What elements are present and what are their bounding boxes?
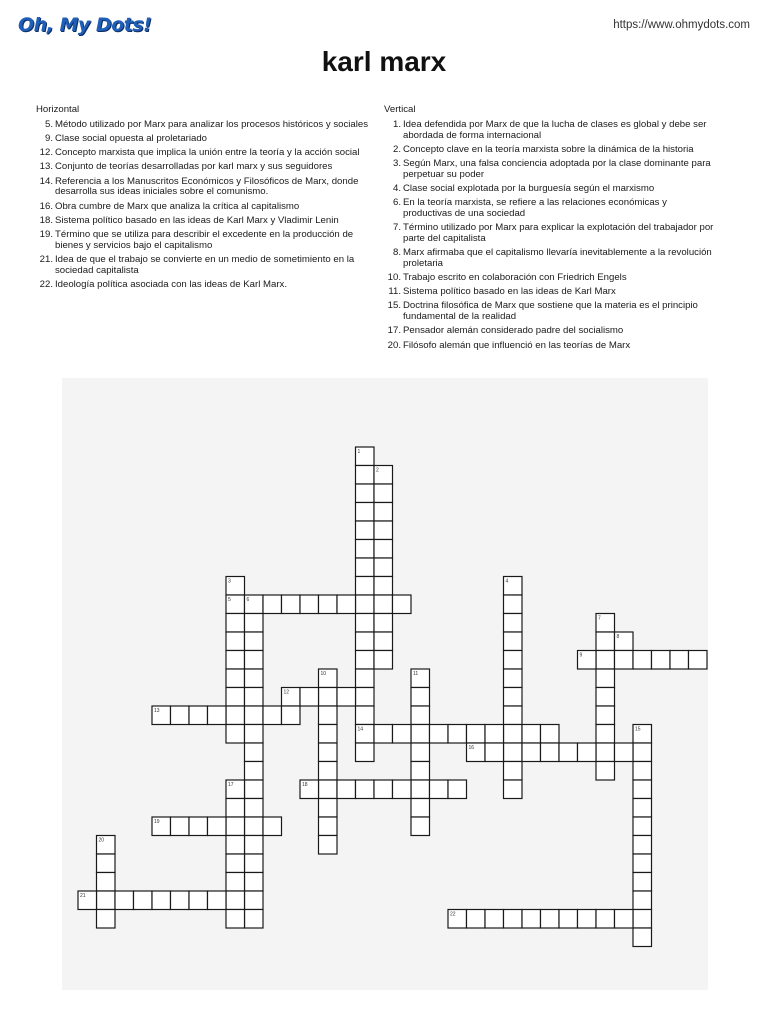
- grid-cell[interactable]: [78, 891, 97, 910]
- grid-cell[interactable]: [356, 669, 375, 688]
- grid-cell[interactable]: [152, 706, 171, 725]
- clue-text: Sistema político basado en las ideas de Karl Marx: [403, 286, 616, 298]
- clue-number: 9.: [44, 132, 53, 144]
- vertical-heading: Vertical: [384, 104, 416, 115]
- grid-cell[interactable]: [319, 817, 338, 836]
- grid-cell[interactable]: [411, 688, 430, 707]
- clue-text: Doctrina filosófica de Marx que sostiene que la materia es el principio fundamental de la realidad: [403, 300, 698, 323]
- cell-number: 1: [357, 449, 361, 455]
- grid-cell[interactable]: [97, 891, 116, 910]
- grid-cell[interactable]: [411, 725, 430, 744]
- horizontal-clue: [36, 202, 368, 213]
- vertical-clue: [384, 159, 718, 181]
- grid-cell[interactable]: [319, 725, 338, 744]
- grid-cell[interactable]: [319, 743, 338, 762]
- grid-cell[interactable]: [245, 725, 264, 744]
- grid-cell[interactable]: [226, 688, 245, 707]
- grid-cell[interactable]: [393, 725, 412, 744]
- grid-cell[interactable]: [226, 891, 245, 910]
- grid-cell[interactable]: [578, 743, 597, 762]
- grid-cell[interactable]: [596, 669, 615, 688]
- grid-cell[interactable]: [411, 817, 430, 836]
- grid-cell[interactable]: [245, 836, 264, 855]
- clue-number: 17.: [387, 325, 401, 337]
- grid-cell[interactable]: [615, 743, 634, 762]
- clue-text: Ideología política asociada con las ideas de Karl Marx.: [55, 278, 287, 290]
- grid-cell[interactable]: [633, 780, 652, 799]
- grid-cell[interactable]: [559, 743, 578, 762]
- horizontal-clue: [36, 280, 368, 291]
- grid-cell[interactable]: [615, 651, 634, 670]
- grid-cell[interactable]: [245, 688, 264, 707]
- clue-number: 6.: [392, 197, 401, 209]
- clue-text: Método utilizado por Marx para analizar los procesos históricos y sociales: [55, 118, 369, 130]
- grid-cell[interactable]: [448, 780, 467, 799]
- grid-cell[interactable]: [411, 762, 430, 781]
- grid-cell[interactable]: [504, 595, 523, 614]
- clue-number: 3.: [392, 157, 401, 169]
- clue-text: Filósofo alemán que influenció en las teorías de Marx: [403, 339, 631, 351]
- cell-number: 6: [246, 597, 250, 603]
- grid-cell[interactable]: [319, 762, 338, 781]
- clue-number: 16.: [39, 200, 53, 212]
- grid-cell[interactable]: [596, 688, 615, 707]
- grid-cell[interactable]: [374, 521, 393, 540]
- grid-cell[interactable]: [245, 799, 264, 818]
- clue-text: Referencia a los Manuscritos Económicos y Filosóficos de Marx, donde desarrolla sus ideas iniciales sobre el comunismo.: [55, 175, 359, 198]
- grid-cell[interactable]: [448, 725, 467, 744]
- grid-cell[interactable]: [374, 725, 393, 744]
- grid-cell[interactable]: [226, 873, 245, 892]
- grid-cell[interactable]: [245, 854, 264, 873]
- grid-cell[interactable]: [504, 688, 523, 707]
- grid-cell[interactable]: [319, 688, 338, 707]
- clue-number: 5.: [44, 118, 53, 130]
- vertical-clue: [384, 248, 718, 270]
- horizontal-clue-list: [36, 120, 368, 291]
- grid-cell[interactable]: [245, 873, 264, 892]
- grid-cell[interactable]: [189, 706, 208, 725]
- grid-cell[interactable]: [559, 910, 578, 929]
- grid-cell[interactable]: [282, 595, 301, 614]
- clue-text: Término utilizado por Marx para explicar la explotación del trabajador por parte del capitalista: [403, 222, 714, 244]
- grid-cell[interactable]: [393, 780, 412, 799]
- grid-cell[interactable]: [633, 910, 652, 929]
- grid-cell[interactable]: [226, 706, 245, 725]
- grid-cell[interactable]: [411, 706, 430, 725]
- grid-cell[interactable]: [171, 891, 190, 910]
- cell-number: 15: [635, 726, 641, 733]
- clue-number: 12.: [39, 147, 53, 159]
- vertical-clue: [384, 287, 718, 298]
- grid-cell[interactable]: [411, 743, 430, 762]
- grid-cell[interactable]: [485, 725, 504, 744]
- cell-number: 14: [357, 726, 364, 733]
- grid-cell[interactable]: [485, 910, 504, 929]
- grid-cell[interactable]: [319, 799, 338, 818]
- clue-text: En la teoría marxista, se refiere a las relaciones económicas y productivas de una sociedad: [403, 197, 667, 219]
- grid-cell[interactable]: [374, 503, 393, 522]
- grid-cell[interactable]: [596, 910, 615, 929]
- grid-cell[interactable]: [522, 743, 541, 762]
- clue-text: Obra cumbre de Marx que analiza la crítica al capitalismo: [55, 200, 300, 212]
- grid-cell[interactable]: [374, 632, 393, 651]
- cell-number: 2: [376, 467, 379, 474]
- clue-number: 19.: [39, 228, 53, 240]
- grid-cell[interactable]: [226, 669, 245, 688]
- grid-cell[interactable]: [319, 595, 338, 614]
- clue-number: 4.: [392, 182, 401, 194]
- clue-number: 13.: [39, 161, 53, 173]
- grid-cell[interactable]: [356, 632, 375, 651]
- grid-cell[interactable]: [356, 780, 375, 799]
- clue-number: 18.: [39, 214, 53, 226]
- grid-cell[interactable]: [633, 836, 652, 855]
- grid-cell[interactable]: [208, 891, 227, 910]
- grid-cell[interactable]: [208, 817, 227, 836]
- grid-cell[interactable]: [633, 651, 652, 670]
- grid-cell[interactable]: [97, 910, 116, 929]
- grid-cell[interactable]: [300, 688, 319, 707]
- clue-number: 20.: [387, 339, 401, 351]
- grid-cell[interactable]: [374, 595, 393, 614]
- grid-cell[interactable]: [245, 595, 264, 614]
- grid-cell[interactable]: [171, 817, 190, 836]
- grid-cell[interactable]: [356, 614, 375, 633]
- vertical-clue: [384, 184, 718, 195]
- cell-number: 18: [302, 782, 308, 788]
- grid-cell[interactable]: [152, 817, 171, 836]
- vertical-clue: [384, 301, 718, 323]
- clue-text: Término que se utiliza para describir el excedente en la producción de bienes y servicios bajo el capitalismo: [55, 228, 354, 251]
- clue-number: 11.: [388, 286, 401, 298]
- grid-cell[interactable]: [245, 706, 264, 725]
- grid-cell[interactable]: [245, 632, 264, 651]
- grid-cell[interactable]: [356, 466, 375, 485]
- vertical-clue: [384, 326, 718, 337]
- clue-number: 10.: [387, 272, 401, 284]
- grid-cell[interactable]: [356, 577, 375, 596]
- grid-cell[interactable]: [633, 725, 652, 744]
- clue-text: Idea defendida por Marx de que la lucha de clases es global y debe ser abordada de forma internacional: [403, 118, 707, 141]
- cell-number: 21: [80, 893, 86, 899]
- grid-cell[interactable]: [578, 651, 597, 670]
- clue-number: 2.: [392, 143, 401, 155]
- grid-cell[interactable]: [374, 651, 393, 670]
- clue-number: 21.: [39, 253, 53, 265]
- grid-cell[interactable]: [226, 854, 245, 873]
- grid-cell[interactable]: [300, 780, 319, 799]
- grid-cell[interactable]: [504, 614, 523, 633]
- cell-number: 19: [154, 819, 160, 825]
- grid-cell[interactable]: [226, 614, 245, 633]
- grid-cell[interactable]: [633, 799, 652, 818]
- grid-cell[interactable]: [97, 854, 116, 873]
- grid-cell[interactable]: [596, 706, 615, 725]
- grid-cell[interactable]: [633, 762, 652, 781]
- grid-cell[interactable]: [504, 743, 523, 762]
- vertical-clue: [384, 120, 718, 142]
- grid-cell[interactable]: [374, 780, 393, 799]
- grid-cell[interactable]: [245, 780, 264, 799]
- grid-cell[interactable]: [633, 817, 652, 836]
- grid-cell[interactable]: [615, 910, 634, 929]
- grid-cell[interactable]: [541, 725, 560, 744]
- vertical-clue: [384, 198, 718, 220]
- cell-number: 5: [228, 597, 231, 603]
- grid-cell[interactable]: [337, 595, 356, 614]
- grid-cell[interactable]: [578, 910, 597, 929]
- grid-cell[interactable]: [541, 910, 560, 929]
- clue-text: Idea de que el trabajo se convierte en un medio de sometimiento en la sociedad capitalista: [55, 253, 355, 276]
- grid-cell[interactable]: [652, 651, 671, 670]
- cell-number: 20: [98, 837, 105, 844]
- horizontal-clue: [36, 120, 368, 131]
- grid-cell[interactable]: [263, 595, 282, 614]
- grid-cell[interactable]: [245, 762, 264, 781]
- clue-number: 14.: [39, 175, 53, 187]
- grid-cell[interactable]: [226, 577, 245, 596]
- grid-cell[interactable]: [356, 651, 375, 670]
- grid-cell[interactable]: [208, 706, 227, 725]
- grid-cell[interactable]: [689, 651, 708, 670]
- grid-cell[interactable]: [670, 651, 689, 670]
- grid-cell[interactable]: [485, 743, 504, 762]
- cell-number: 11: [413, 671, 419, 677]
- grid-cell[interactable]: [633, 873, 652, 892]
- grid-cell[interactable]: [596, 725, 615, 744]
- clue-text: Marx afirmaba que el capitalismo llevaría inevitablemente a la revolución proletaria: [403, 247, 712, 269]
- clue-text: Trabajo escrito en colaboración con Friedrich Engels: [403, 272, 627, 284]
- grid-cell[interactable]: [504, 706, 523, 725]
- horizontal-clues: [36, 105, 368, 294]
- cell-number: 22: [450, 911, 456, 918]
- cell-number: 8: [616, 634, 620, 640]
- grid-cell[interactable]: [97, 836, 116, 855]
- cell-number: 16: [468, 745, 475, 751]
- horizontal-clue: [36, 162, 368, 173]
- grid-cell[interactable]: [319, 706, 338, 725]
- grid-cell[interactable]: [356, 743, 375, 762]
- grid-cell[interactable]: [504, 762, 523, 781]
- clue-text: Clase social explotada por la burguesía según el marxismo: [403, 182, 655, 194]
- grid-cell[interactable]: [374, 577, 393, 596]
- horizontal-heading: Horizontal: [36, 104, 80, 115]
- grid-cell[interactable]: [393, 595, 412, 614]
- grid-cell[interactable]: [374, 614, 393, 633]
- grid-cell[interactable]: [633, 928, 652, 947]
- logo: [18, 12, 151, 38]
- grid-cell[interactable]: [356, 595, 375, 614]
- grid-cell[interactable]: [596, 632, 615, 651]
- cell-number: 4: [505, 578, 509, 585]
- grid-cell[interactable]: [226, 632, 245, 651]
- grid-cell[interactable]: [226, 817, 245, 836]
- page-title: karl marx: [321, 46, 447, 77]
- grid-cell[interactable]: [448, 910, 467, 929]
- grid-cell[interactable]: [152, 891, 171, 910]
- grid-cell[interactable]: [411, 669, 430, 688]
- clue-text: Pensador alemán considerado padre del socialismo: [403, 325, 624, 337]
- grid-cell[interactable]: [97, 873, 116, 892]
- grid-cell[interactable]: [245, 614, 264, 633]
- vertical-clue-list: [384, 120, 718, 352]
- horizontal-clue: [36, 255, 368, 277]
- grid-cell[interactable]: [504, 632, 523, 651]
- grid-cell[interactable]: [356, 503, 375, 522]
- grid-cell[interactable]: [356, 725, 375, 744]
- grid-cell[interactable]: [356, 706, 375, 725]
- grid-cell[interactable]: [282, 706, 301, 725]
- grid-cell[interactable]: [226, 725, 245, 744]
- grid-cell[interactable]: [596, 651, 615, 670]
- grid-cell[interactable]: [245, 669, 264, 688]
- horizontal-clue: [36, 230, 368, 252]
- clue-text: Según Marx, una falsa conciencia adoptada por la clase dominante para perpetuar su poder: [403, 157, 711, 180]
- grid-cell[interactable]: [596, 614, 615, 633]
- clue-number: 22.: [39, 278, 53, 290]
- vertical-clue: [384, 145, 718, 156]
- grid-cell[interactable]: [356, 484, 375, 503]
- grid-cell[interactable]: [245, 651, 264, 670]
- clue-text: Concepto clave en la teoría marxista sobre la dinámica de la historia: [403, 143, 694, 155]
- horizontal-clue: [36, 216, 368, 227]
- grid-cell[interactable]: [245, 743, 264, 762]
- grid-cell[interactable]: [245, 817, 264, 836]
- grid-cell[interactable]: [356, 558, 375, 577]
- cell-number: 10: [320, 671, 327, 677]
- clue-text: Clase social opuesta al proletariado: [55, 132, 207, 144]
- clue-number: 15.: [387, 300, 401, 312]
- grid-cell[interactable]: [319, 836, 338, 855]
- grid-cell[interactable]: [189, 817, 208, 836]
- grid-cell[interactable]: [374, 484, 393, 503]
- grid-cell[interactable]: [115, 891, 134, 910]
- grid-cell[interactable]: [374, 466, 393, 485]
- clue-number: 8.: [392, 247, 401, 259]
- horizontal-clue: [36, 177, 368, 199]
- grid-cell[interactable]: [522, 910, 541, 929]
- grid-cell[interactable]: [226, 780, 245, 799]
- grid-cell[interactable]: [282, 688, 301, 707]
- clue-text: Concepto marxista que implica la unión entre la teoría y la acción social: [55, 147, 360, 159]
- grid-cell[interactable]: [374, 558, 393, 577]
- grid-cell[interactable]: [245, 891, 264, 910]
- cell-number: 9: [579, 652, 583, 659]
- grid-cell[interactable]: [263, 817, 282, 836]
- grid-cell[interactable]: [596, 762, 615, 781]
- site-url: https://www.ohmydots.com: [613, 19, 750, 31]
- grid-cell[interactable]: [504, 577, 523, 596]
- grid-cell[interactable]: [467, 743, 486, 762]
- grid-cell[interactable]: [189, 891, 208, 910]
- grid-cell[interactable]: [226, 910, 245, 929]
- grid-cell[interactable]: [134, 891, 153, 910]
- clue-text: Sistema político basado en las ideas de Karl Marx y Vladimir Lenin: [55, 214, 339, 226]
- grid-cell[interactable]: [226, 836, 245, 855]
- grid-cell[interactable]: [541, 743, 560, 762]
- grid-cell[interactable]: [633, 891, 652, 910]
- vertical-clues: [384, 105, 718, 355]
- clue-number: 1.: [392, 118, 401, 130]
- grid-cell[interactable]: [356, 447, 375, 466]
- clue-text: Conjunto de teorías desarrolladas por karl marx y sus seguidores: [55, 161, 333, 173]
- horizontal-clue: [36, 134, 368, 145]
- cell-number: 17: [228, 782, 234, 788]
- grid-cell[interactable]: [319, 669, 338, 688]
- logo-text: Oh, My Dots!: [18, 14, 152, 36]
- vertical-clue: [384, 341, 718, 352]
- grid-cell[interactable]: [633, 743, 652, 762]
- clue-number: 7.: [392, 222, 401, 234]
- grid-cell[interactable]: [504, 910, 523, 929]
- grid-cell[interactable]: [467, 910, 486, 929]
- grid-cell[interactable]: [504, 651, 523, 670]
- cell-number: 12: [283, 689, 290, 696]
- grid-cell[interactable]: [356, 521, 375, 540]
- grid-cell[interactable]: [504, 669, 523, 688]
- grid-cell[interactable]: [374, 540, 393, 559]
- vertical-clue: [384, 273, 718, 284]
- grid-cell[interactable]: [615, 632, 634, 651]
- grid-cell[interactable]: [467, 725, 486, 744]
- grid-cell[interactable]: [633, 854, 652, 873]
- grid-cell[interactable]: [319, 780, 338, 799]
- cell-number: 13: [154, 708, 160, 714]
- grid-cell[interactable]: [226, 595, 245, 614]
- grid-cell[interactable]: [522, 725, 541, 744]
- horizontal-clue: [36, 148, 368, 159]
- grid-cell[interactable]: [226, 651, 245, 670]
- grid-cell[interactable]: [411, 780, 430, 799]
- grid-cell[interactable]: [430, 725, 449, 744]
- grid-cell[interactable]: [171, 706, 190, 725]
- grid-cell[interactable]: [245, 910, 264, 929]
- grid-cell[interactable]: [263, 706, 282, 725]
- grid-cell[interactable]: [504, 725, 523, 744]
- grid-cell[interactable]: [300, 595, 319, 614]
- cell-number: 7: [598, 615, 601, 622]
- grid-cell[interactable]: [596, 743, 615, 762]
- grid-cell[interactable]: [504, 780, 523, 799]
- cell-number: 3: [228, 578, 231, 585]
- grid-cell[interactable]: [411, 799, 430, 818]
- grid-cell[interactable]: [337, 688, 356, 707]
- grid-cell[interactable]: [356, 540, 375, 559]
- vertical-clue: [384, 223, 718, 245]
- grid-cell[interactable]: [337, 780, 356, 799]
- grid-cell[interactable]: [356, 688, 375, 707]
- grid-cell[interactable]: [226, 799, 245, 818]
- grid-cell[interactable]: [430, 780, 449, 799]
